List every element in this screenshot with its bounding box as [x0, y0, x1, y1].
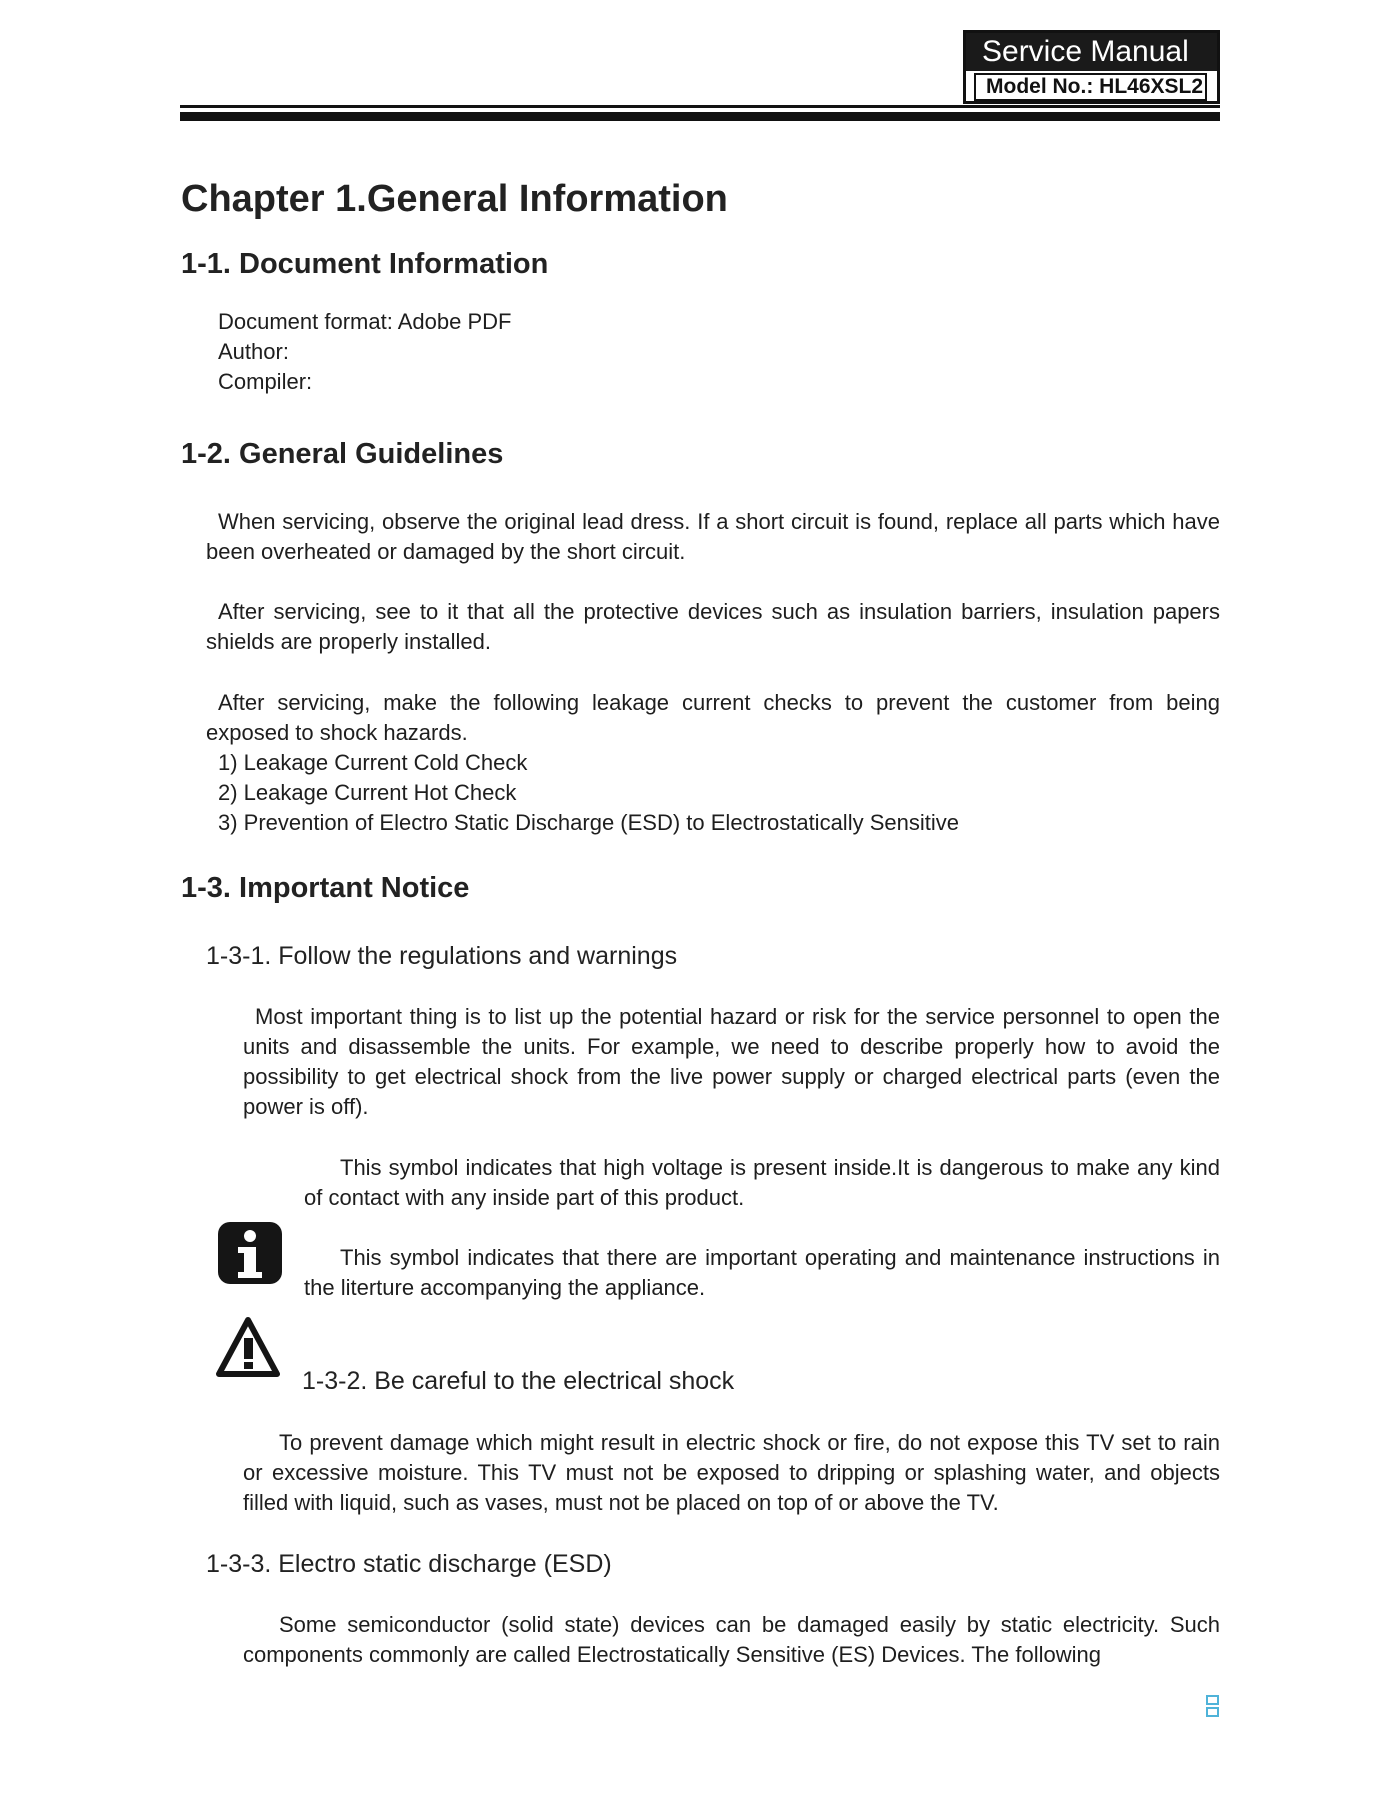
- list-item: 2) Leakage Current Hot Check: [218, 780, 517, 805]
- section-heading-guidelines: 1-2. General Guidelines: [181, 438, 504, 470]
- regulations-paragraph: Most important thing is to list up the potential hazard or risk for the service personnel to open the units and disassemble the units. For example, we need to describe properly how to avoid the possibility to get electrical shock from the live power supply or charged electrical parts (even the power is off).: [243, 1004, 1220, 1119]
- list-item: 3) Prevention of Electro Static Discharge (ESD) to Electrostatically Sensitive: [218, 810, 959, 835]
- esd-paragraph: Some semiconductor (solid state) devices can be damaged easily by static electricity. Such components commonly are called Electrostatically Sensitive (ES) Devices. The following: [243, 1612, 1220, 1667]
- subsection-heading-electrical-shock: 1-3-2. Be careful to the electrical shock: [302, 1367, 735, 1395]
- header-rule-thick: [180, 112, 1220, 121]
- guidelines-paragraph-2: After servicing, see to it that all the protective devices such as insulation barriers, insulation papers shields are properly installed.: [206, 599, 1220, 654]
- electrical-shock-paragraph: To prevent damage which might result in electric shock or fire, do not expose this TV set to rain or excessive moisture. This TV must not be exposed to dripping or splashing water, and objects filled with liquid, such as vases, must not be placed on top of or above the TV.: [243, 1430, 1220, 1515]
- header-badge: [963, 30, 1220, 104]
- subsection-heading-regulations: 1-3-1. Follow the regulations and warnings: [206, 942, 678, 970]
- instructions-symbol-text: This symbol indicates that there are important operating and maintenance instructions in the literture accompanying the appliance.: [304, 1245, 1220, 1300]
- high-voltage-symbol-text: This symbol indicates that high voltage is present inside.It is dangerous to make any kind of contact with any inside part of this product.: [304, 1155, 1220, 1210]
- manual-title: Service Manual: [966, 33, 1217, 71]
- doc-author: Author:: [218, 339, 289, 364]
- guidelines-paragraph-3: After servicing, make the following leakage current checks to prevent the customer from being exposed to shock hazards.: [206, 690, 1220, 745]
- doc-format: Document format: Adobe PDF: [218, 309, 512, 334]
- section-heading-notice: 1-3. Important Notice: [181, 872, 470, 904]
- model-number: Model No.: HL46XSL2: [974, 73, 1207, 101]
- subsection-heading-esd: 1-3-3. Electro static discharge (ESD): [206, 1550, 612, 1578]
- list-item: 1) Leakage Current Cold Check: [218, 750, 528, 775]
- doc-compiler: Compiler:: [218, 369, 313, 394]
- header-rule-thin: [180, 105, 1220, 108]
- chapter-title: Chapter 1.General Information: [181, 178, 728, 220]
- info-icon: [216, 1220, 284, 1286]
- page-corner-icon: [1206, 1694, 1220, 1718]
- section-heading-document-info: 1-1. Document Information: [181, 248, 549, 280]
- guidelines-paragraph-1: When servicing, observe the original lead dress. If a short circuit is found, replace all parts which have been overheated or damaged by the short circuit.: [206, 509, 1220, 564]
- warning-triangle-icon: [215, 1316, 281, 1378]
